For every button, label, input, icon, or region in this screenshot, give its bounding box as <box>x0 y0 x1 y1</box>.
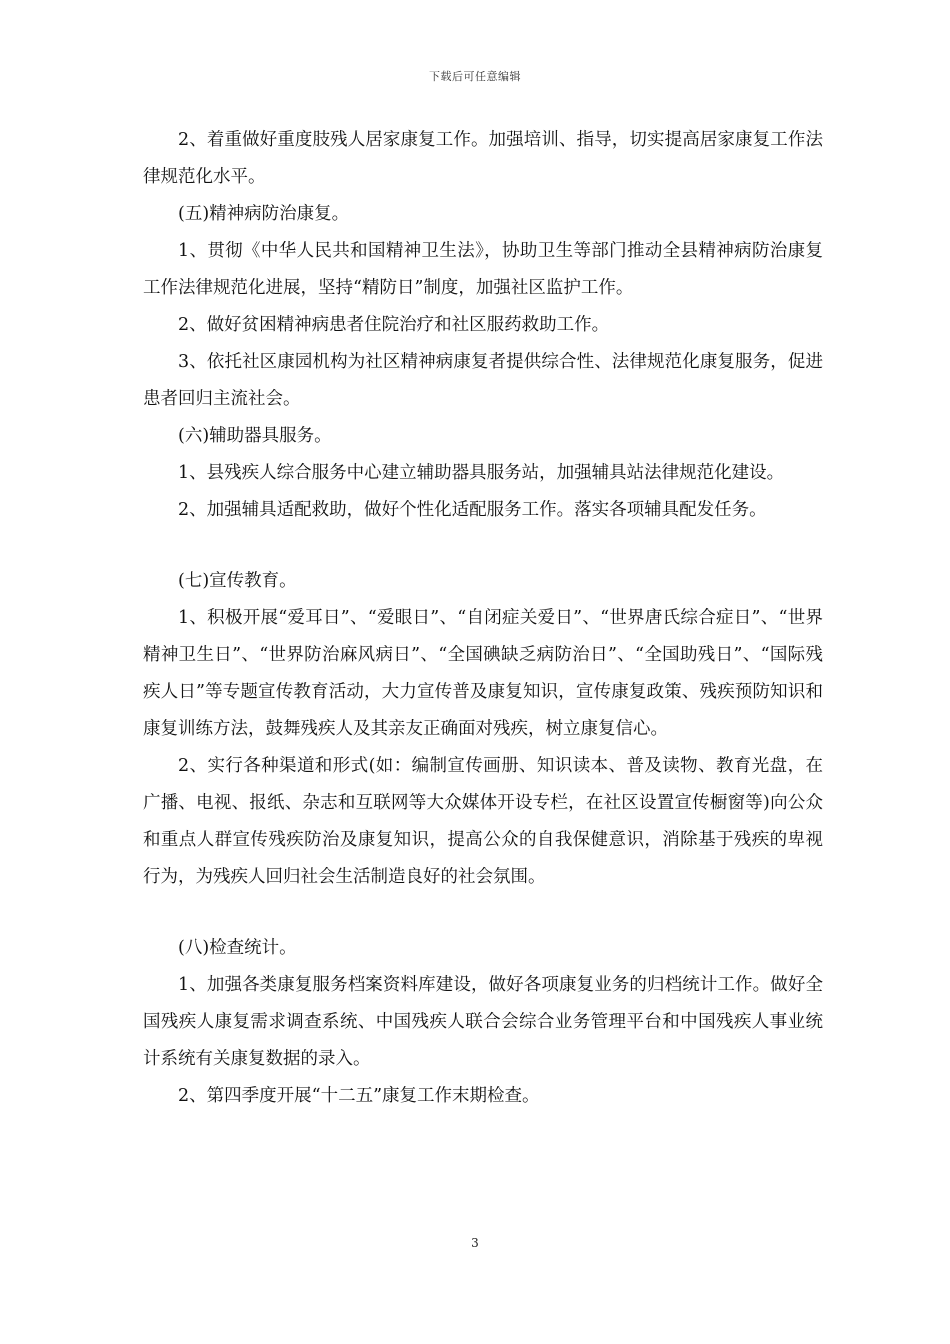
paragraph-final-inspection: 2、第四季度开展“十二五”康复工作末期检查。 <box>178 1086 540 1106</box>
paragraph-poor-patient-aid: 2、做好贫困精神病患者住院治疗和社区服药救助工作。 <box>178 315 610 335</box>
paragraph-awareness-days: 1、积极开展“爱耳日”、“爱眼日”、“自闭症关爱日”、“世界唐氏综合症日”、“世界精神卫生日”、“世界防治麻风病日”、“全国碘缺乏病防治日”、“全国助残日”、“国际残疾人日”等专题宣传教育活动，大力宣传普及康复知识，宣传康复政策、残疾预防知识和康复训练方法，鼓舞残疾人及其亲友正确面对残疾，树立康复信心。 <box>143 608 823 739</box>
paragraph-media-channels: 2、实行各种渠道和形式(如：编制宣传画册、知识读本、普及读物、教育光盘，在广播、电视、报纸、杂志和互联网等大众媒体开设专栏，在社区设置宣传橱窗等)向公众和重点人群宣传残疾防治及康复知识，提高公众的自我保健意识，消除基于残疾的卑视行为，为残疾人回归社会生活制造良好的社会氛围。 <box>143 756 823 887</box>
paragraph-gap <box>143 896 823 930</box>
section-heading-publicity: (七)宣传教育。 <box>178 571 297 591</box>
section-heading-assistive-devices: (六)辅助器具服务。 <box>178 426 332 446</box>
page-number: 3 <box>471 1236 479 1250</box>
paragraph-gap <box>143 529 823 563</box>
paragraph-records-statistics: 1、加强各类康复服务档案资料库建设，做好各项康复业务的归档统计工作。做好全国残疾人康复需求调查系统、中国残疾人联合会综合业务管理平台和中国残疾人事业统计系统有关康复数据的录入。 <box>143 975 823 1069</box>
paragraph-device-station: 1、县残疾人综合服务中心建立辅助器具服务站，加强辅具站法律规范化建设。 <box>178 463 785 483</box>
document-body <box>143 122 823 1115</box>
paragraph-mental-health-law: 1、贯彻《中华人民共和国精神卫生法》，协助卫生等部门推动全县精神病防治康复工作法律规范化进展，坚持“精防日”制度，加强社区监护工作。 <box>143 241 823 298</box>
paragraph-device-fitting: 2、加强辅具适配救助，做好个性化适配服务工作。落实各项辅具配发任务。 <box>178 500 767 520</box>
section-heading-mental-illness: (五)精神病防治康复。 <box>178 204 350 224</box>
section-heading-inspection: (八)检查统计。 <box>178 938 297 958</box>
page-header: 下载后可任意编辑 <box>429 70 521 83</box>
paragraph-home-rehab: 2、着重做好重度肢残人居家康复工作。加强培训、指导，切实提高居家康复工作法律规范化水平。 <box>143 130 823 187</box>
paragraph-community-rehab: 3、依托社区康园机构为社区精神病康复者提供综合性、法律规范化康复服务，促进患者回归主流社会。 <box>143 352 823 409</box>
